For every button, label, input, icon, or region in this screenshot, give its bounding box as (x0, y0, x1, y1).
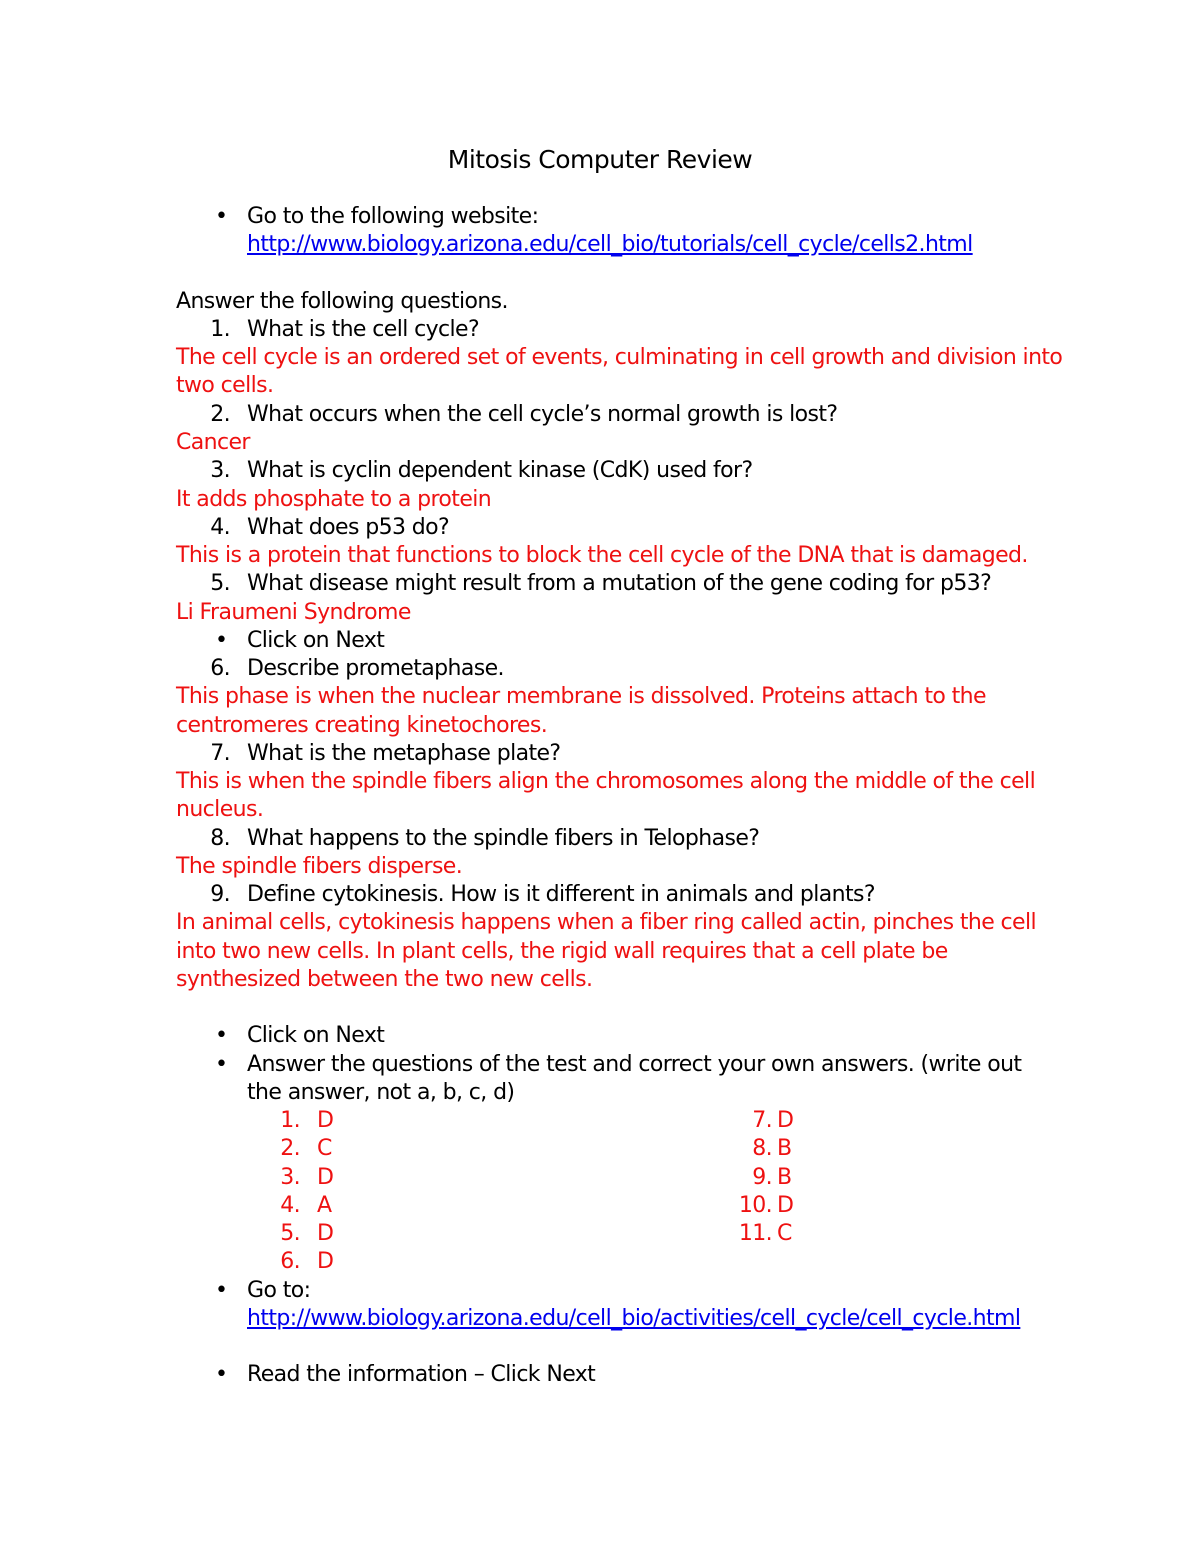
answer-text: The spindle fibers disperse. (176, 854, 463, 879)
click-next-bullet: • Click on Next (247, 627, 384, 655)
question-number: 6. (210, 656, 230, 681)
test-answer-number: 8. (752, 1136, 772, 1161)
test-answer: B (777, 1165, 792, 1190)
test-answer-number: 3. (280, 1165, 300, 1190)
question-text: What is cyclin dependent kinase (CdK) used for? (247, 458, 753, 483)
page-title: Mitosis Computer Review (447, 145, 753, 174)
test-instruction-bullet: • Answer the questions of the test and correct your own answers. (write out (247, 1051, 1021, 1079)
answer-text: It adds phosphate to a protein (176, 487, 492, 512)
answer-text: synthesized between the two new cells. (176, 967, 593, 992)
test-answer: D (777, 1108, 794, 1133)
question-text: What happens to the spindle fibers in Telophase? (247, 826, 760, 851)
question-text: Describe prometaphase. (247, 656, 504, 681)
answer-text: into two new cells. In plant cells, the rigid wall requires that a cell plate be (176, 939, 948, 964)
test-answer-number: 9. (752, 1165, 772, 1190)
answer-text: Cancer (176, 430, 250, 455)
test-answer-number: 1. (280, 1108, 300, 1133)
tutorial-link[interactable]: http://www.biology.arizona.edu/cell_bio/tutorials/cell_cycle/cells2.html (247, 232, 973, 257)
instructions: Answer the following questions. (176, 289, 508, 314)
test-answer-number: 4. (280, 1193, 300, 1218)
question-text: What occurs when the cell cycle’s normal growth is lost? (247, 402, 838, 427)
goto-bullet: • Go to: (247, 1277, 310, 1305)
question-text: What is the cell cycle? (247, 317, 480, 342)
question-number: 4. (210, 515, 230, 540)
question-text: Define cytokinesis. How is it different in animals and plants? (247, 882, 875, 907)
test-answer-number: 6. (280, 1249, 300, 1274)
answer-text: This phase is when the nuclear membrane is dissolved. Proteins attach to the (176, 684, 986, 709)
answer-text: In animal cells, cytokinesis happens when a fiber ring called actin, pinches the cell (176, 910, 1037, 935)
test-answer: C (317, 1136, 332, 1161)
answer-text: two cells. (176, 373, 274, 398)
question-number: 1. (210, 317, 230, 342)
question-number: 7. (210, 741, 230, 766)
question-text: What is the metaphase plate? (247, 741, 561, 766)
question-number: 3. (210, 458, 230, 483)
question-number: 2. (210, 402, 230, 427)
test-answer: D (317, 1165, 334, 1190)
activity-link[interactable]: http://www.biology.arizona.edu/cell_bio/activities/cell_cycle/cell_cycle.html (247, 1306, 1021, 1331)
answer-text: Li Fraumeni Syndrome (176, 600, 411, 625)
read-info-bullet: • Read the information – Click Next (247, 1361, 595, 1389)
test-answer: D (317, 1221, 334, 1246)
test-answer: C (777, 1221, 792, 1246)
question-text: What disease might result from a mutation of the gene coding for p53? (247, 571, 992, 596)
test-answer: D (777, 1193, 794, 1218)
test-answer: A (317, 1193, 332, 1218)
intro-bullet: • Go to the following website: (247, 203, 538, 231)
test-instruction-cont: the answer, not a, b, c, d) (247, 1080, 515, 1105)
answer-text: This is a protein that functions to block the cell cycle of the DNA that is damaged. (176, 543, 1028, 568)
answer-text: This is when the spindle fibers align the chromosomes along the middle of the cell (176, 769, 1036, 794)
test-answer-number: 5. (280, 1221, 300, 1246)
answer-text: The cell cycle is an ordered set of events, culminating in cell growth and division into (176, 345, 1063, 370)
test-answer: D (317, 1249, 334, 1274)
test-answer: B (777, 1136, 792, 1161)
click-next-bullet: • Click on Next (247, 1022, 384, 1050)
answer-text: nucleus. (176, 797, 264, 822)
question-text: What does p53 do? (247, 515, 450, 540)
question-number: 9. (210, 882, 230, 907)
test-answer-number: 7. (752, 1108, 772, 1133)
answer-text: centromeres creating kinetochores. (176, 713, 548, 738)
test-answer-number: 2. (280, 1136, 300, 1161)
question-number: 8. (210, 826, 230, 851)
test-answer-number: 10. (738, 1193, 772, 1218)
test-answer: D (317, 1108, 334, 1133)
question-number: 5. (210, 571, 230, 596)
test-answer-number: 11. (738, 1221, 772, 1246)
